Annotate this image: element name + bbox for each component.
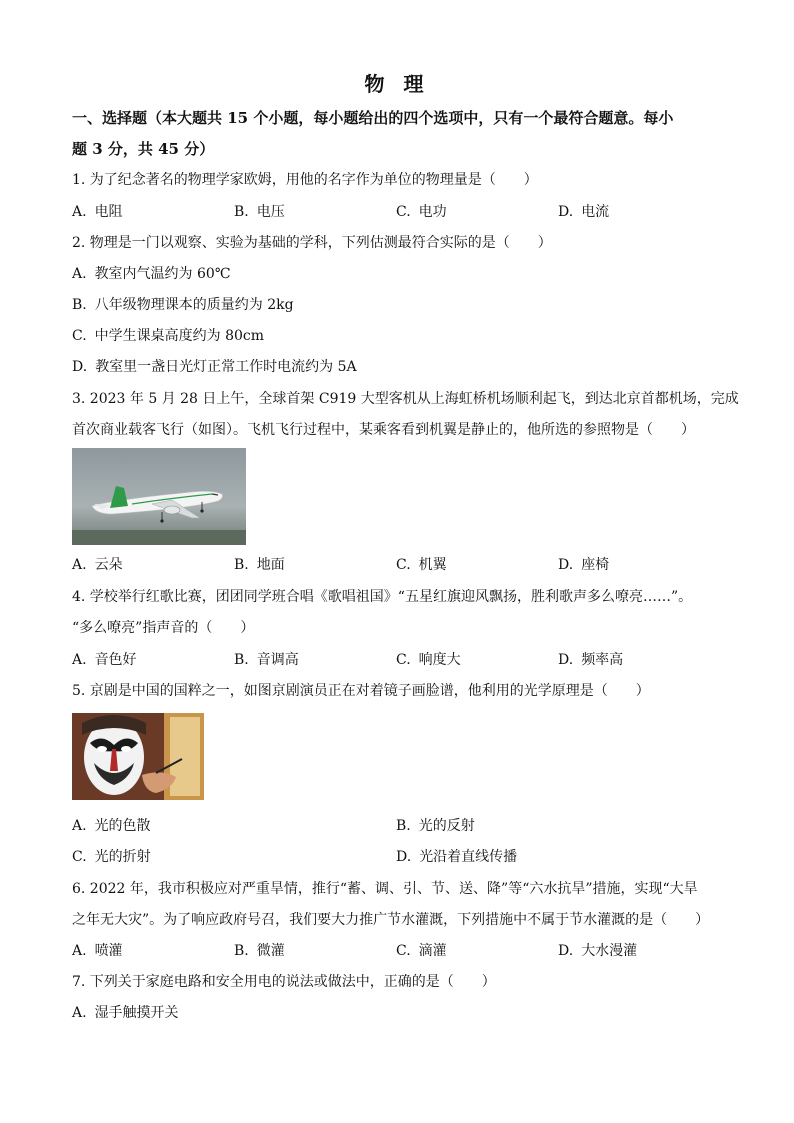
- question-5-option-c: C. 光的折射: [72, 849, 151, 865]
- question-4-option-a: A. 音色好: [72, 652, 137, 668]
- question-6-stem-line-1: 6. 2022 年，我市积极应对严重旱情，推行“蓄、调、引、节、送、降”等“六水抗旱”措施，实现“大旱: [72, 881, 698, 897]
- question-7-option-a: A. 湿手触摸开关: [72, 1005, 179, 1021]
- question-1-stem: 1. 为了纪念著名的物理学家欧姆，用他的名字作为单位的物理量是（ ）: [72, 172, 538, 188]
- question-7-stem: 7. 下列关于家庭电路和安全用电的说法或做法中，正确的是（ ）: [72, 974, 496, 990]
- question-1-option-d: D. 电流: [558, 204, 610, 220]
- opera-mirror-image: [72, 713, 204, 800]
- question-3-stem-line-1: 3. 2023 年 5 月 28 日上午，全球首架 C919 大型客机从上海虹桥机场顺利起飞，到达北京首都机场，完成: [72, 391, 739, 407]
- question-4-stem-line-2: “多么嘹亮”指声音的（ ）: [72, 620, 255, 636]
- question-2-stem: 2. 物理是一门以观察、实验为基础的学科，下列估测最符合实际的是（ ）: [72, 235, 552, 251]
- page-title: 物 理: [364, 72, 430, 96]
- section-heading-line-2: 题 3 分，共 45 分）: [72, 140, 215, 158]
- question-4-stem-line-1: 4. 学校举行红歌比赛，团团同学班合唱《歌唱祖国》“五星红旗迎风飘扬，胜利歌声多么嘹亮……”。: [72, 589, 693, 605]
- question-2-option-d: D. 教室里一盏日光灯正常工作时电流约为 5A: [72, 359, 357, 375]
- question-5-option-a: A. 光的色散: [72, 818, 151, 834]
- question-4-option-d: D. 频率高: [558, 652, 624, 668]
- question-6-option-a: A. 喷灌: [72, 943, 123, 959]
- question-1-option-c: C. 电功: [396, 204, 447, 220]
- question-3-option-b: B. 地面: [234, 557, 285, 573]
- question-1-option-b: B. 电压: [234, 204, 285, 220]
- question-3-option-c: C. 机翼: [396, 557, 447, 573]
- question-1-option-a: A. 电阻: [72, 204, 123, 220]
- question-4-option-b: B. 音调高: [234, 652, 299, 668]
- question-4-option-c: C. 响度大: [396, 652, 461, 668]
- question-5-option-d: D. 光沿着直线传播: [396, 849, 518, 865]
- question-3-stem-line-2: 首次商业载客飞行（如图）。飞机飞行过程中，某乘客看到机翼是静止的，他所选的参照物是（ ）: [72, 422, 695, 438]
- section-heading-line-1: 一、选择题（本大题共 15 个小题，每小题给出的四个选项中，只有一个最符合题意。每小: [72, 109, 674, 127]
- question-6-option-d: D. 大水漫灌: [558, 943, 638, 959]
- question-2-option-b: B. 八年级物理课本的质量约为 2kg: [72, 297, 294, 313]
- question-3-option-a: A. 云朵: [72, 557, 123, 573]
- question-2-option-c: C. 中学生课桌高度约为 80cm: [72, 328, 265, 344]
- question-5-option-b: B. 光的反射: [396, 818, 475, 834]
- question-6-stem-line-2: 之年无大灾”。为了响应政府号召，我们要大力推广节水灌溉，下列措施中不属于节水灌溉的是（ ）: [72, 912, 710, 928]
- question-2-option-a: A. 教室内气温约为 60℃: [72, 266, 231, 282]
- question-5-stem: 5. 京剧是中国的国粹之一，如图京剧演员正在对着镜子画脸谱，他利用的光学原理是（ ）: [72, 683, 650, 699]
- question-3-option-d: D. 座椅: [558, 557, 610, 573]
- question-6-option-c: C. 滴灌: [396, 943, 447, 959]
- c919-airplane-image: [72, 448, 246, 545]
- question-6-option-b: B. 微灌: [234, 943, 285, 959]
